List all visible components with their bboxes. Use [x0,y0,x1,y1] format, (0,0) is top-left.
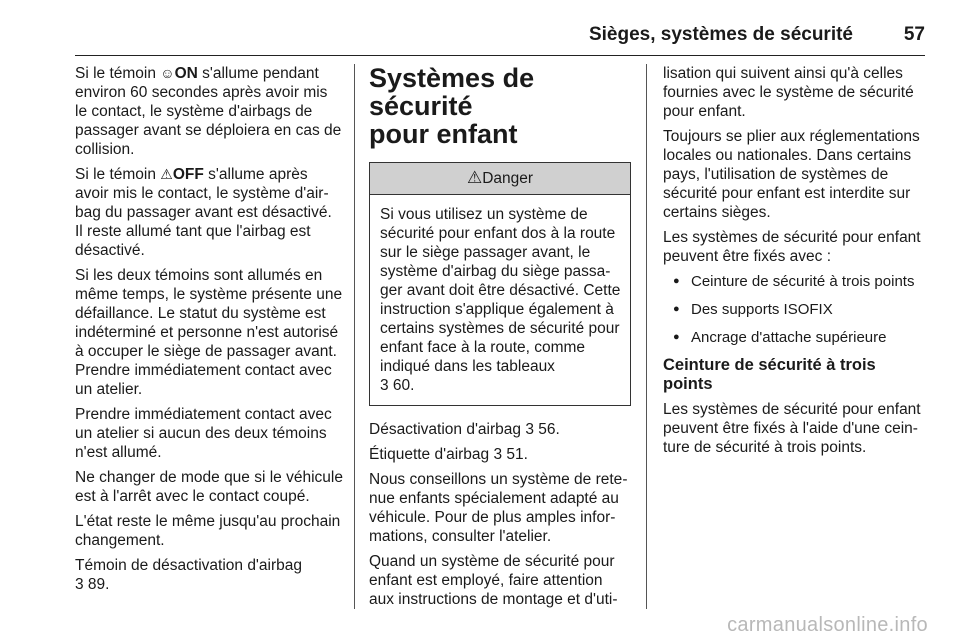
paragraph-both-lit: Si les deux témoins sont allumés en même temps, le système présente une défaillance. Le statut du système est indéterminé et personne n'est autorisé à occuper le siège de passager avant. Prendre immédiatement contact avec un atelier. [75,267,343,398]
danger-text: Si vous utilisez un système de sécurité pour enfant dos à la route sur le siège passager avant, le système d'airbag du siège passager avant doit être désactivé. Cette instruction s'applique également à certains systèmes de sécurité pour enfant face à la route, comme indiqué dans les tableaux [380,206,621,375]
paragraph-airbag-deactivation-ref: Désactivation d'airbag 3 56. [369,421,560,438]
paragraph-fixing-methods: Les systèmes de sécurité pour enfant peuvent être fixés avec : [663,229,921,265]
off-label: OFF [172,166,204,183]
page-number: 57 [903,24,925,45]
column-divider-1 [354,64,355,609]
list-item: ● Des supports ISOFIX [663,300,925,319]
on-label: ON [174,65,198,82]
danger-box [369,162,631,406]
text: Si le témoin [75,166,161,183]
text: Si le témoin [75,65,161,82]
danger-heading-label: Danger [482,170,534,187]
text: Témoin de désactivation d'airbag [75,557,302,574]
page-reference-link[interactable]: 3 60. [380,377,415,394]
paragraph-none-lit: Prendre immédiatement contact avec un atelier si aucun des deux témoins n'est allumé. [75,406,332,461]
paragraph-instructions: Quand un système de sécurité pour enfant est employé, faire attention aux instructions de montage et d'uti- [369,553,618,608]
column-divider-2 [646,64,647,609]
text: s'allume pendant environ 60 secondes après avoir mis le contact, le système d'airbags de passager avant se déploiera en cas de collision. [75,65,342,158]
watermark: carmanualsonline.info [727,614,928,636]
section-title-line-2: pour enfant [369,119,518,149]
paragraph-off-indicator [75,165,343,260]
paragraph-three-point-belt: Les systèmes de sécurité pour enfant peuvent être fixés à l'aide d'une ceinture de sécurité à trois points. [663,401,921,456]
text: s'allume après avoir mis le contact, le système d'airbag du passager avant est désactivé. Il reste allumé tant que l'airbag est désactivé. [75,166,332,259]
column-1 [75,64,343,600]
column-2 [369,64,631,615]
list-item: ● Ceinture de sécurité à trois points [663,272,925,291]
danger-body [370,195,630,405]
airbag-on-icon: ☺ [160,65,175,81]
page-header [75,22,925,56]
section-title-line-1: Systèmes de sécurité [369,63,535,121]
fixing-methods-list [663,272,925,347]
header-rule [75,55,925,56]
paragraph-regulations: Toujours se plier aux réglementations locales ou nationales. Dans certains pays, l'utilisation de systèmes de sécurité pour enfant est interdite sur certains sièges. [663,128,920,221]
airbag-off-icon: ⚠ [160,166,173,182]
paragraph-continued: lisation qui suivent ainsi qu'à celles fournies avec le système de sécurité pour enfant. [663,65,914,120]
warning-triangle-icon: ⚠ [466,168,483,187]
subsection-heading: Ceinture de sécurité à trois points [663,356,876,393]
paragraph-recommendation: Nous conseillons un système de retenue enfants spécialement adapté au véhicule. Pour de plus amples informations, consulter l'atelier. [369,471,628,545]
danger-heading [370,163,630,195]
paragraph-change-mode: Ne changer de mode que si le véhicule est à l'arrêt avec le contact coupé. [75,469,343,505]
page-reference-link[interactable]: 3 89. [75,576,110,593]
column-3 [663,64,925,463]
page-title: Sièges, systèmes de sécurité [588,24,853,45]
paragraph-on-indicator [75,64,343,159]
paragraph-airbag-label-ref: Étiquette d'airbag 3 51. [369,446,528,463]
paragraph-state-remains: L'état reste le même jusqu'au prochain changement. [75,513,341,549]
list-item: ● Ancrage d'attache supérieure [663,328,925,347]
paragraph-indicator-ref [75,556,343,594]
section-title [369,64,631,148]
